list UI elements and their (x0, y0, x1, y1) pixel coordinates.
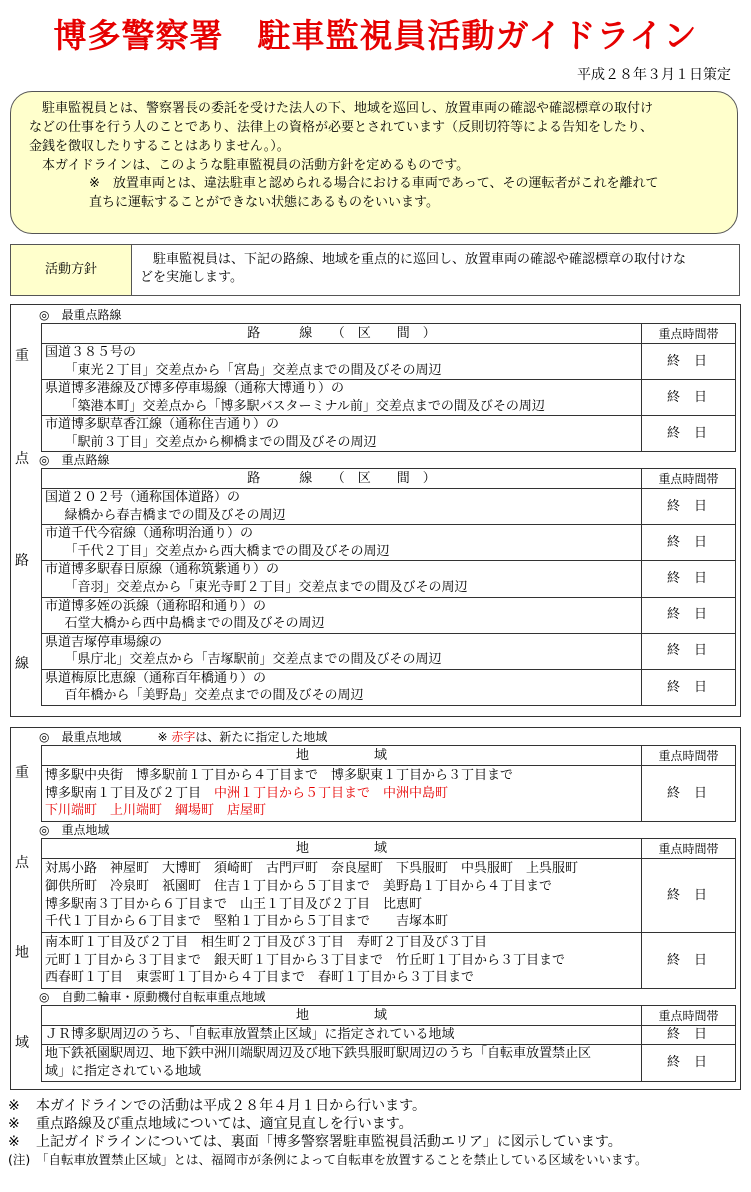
time-cell: 終日 (642, 766, 736, 822)
table-row (42, 380, 736, 416)
side-char: 路 (15, 553, 29, 570)
time-cell: 終日 (642, 416, 736, 452)
route-section: 石堂大橋から西中島橋までの間及びその周辺 (64, 616, 325, 632)
route-name: 市道博多姪の浜線（通称昭和通り）の (45, 598, 267, 614)
side-char: 重 (15, 347, 29, 364)
note-text: 本ガイドラインでの活動は平成２８年４月１日から行います。 (36, 1098, 427, 1114)
column-header: 路 線 （ 区 間 ） (42, 324, 642, 344)
table-row (42, 489, 736, 525)
note-mark: ※ (8, 1134, 20, 1150)
column-header: 重点時間帯 (642, 324, 736, 344)
footer-note (8, 1097, 748, 1115)
time-cell: 終日 (642, 344, 736, 380)
time-cell: 終日 (642, 669, 736, 705)
route-section: 「音羽」交差点から「東光寺町２丁目」交差点までの間及びその周辺 (64, 580, 468, 596)
area-line: 南本町１丁目及び２丁目 相生町２丁目及び３丁目 寿町２丁目及び３丁目 (45, 935, 488, 951)
table-row (42, 1026, 736, 1045)
note-text: 重点路線及び重点地域については、適宜見直しを行います。 (36, 1116, 413, 1132)
column-header: 地 域 (42, 746, 642, 766)
note-mark: ※ (8, 1116, 20, 1132)
side-char: 線 (15, 656, 29, 673)
table-header (42, 469, 736, 489)
area-line: 元町１丁目から３丁目まで 銀天町１丁目から３丁目まで 竹丘町１丁目から３丁目まで (45, 952, 566, 968)
note-mark: ※ (8, 1098, 20, 1114)
area-line: 博多駅中央街 博多駅前１丁目から４丁目まで 博多駅東１丁目から３丁目まで (45, 768, 514, 784)
activity-policy (10, 244, 740, 296)
area-line: 御供所町 冷泉町 祇園町 住吉１丁目から５丁目まで 美野島１丁目から４丁目まで (45, 878, 553, 894)
bicycle-areas-table (41, 1005, 736, 1082)
area-line: ＪＲ博多駅周辺のうち、「自転車放置禁止区域」に指定されている地域 (45, 1027, 455, 1043)
area-line: 千代１丁目から６丁目まで 堅粕１丁目から５丁目まで 吉塚本町 (45, 914, 449, 930)
route-section: 百年橋から「美野島」交差点までの間及びその周辺 (64, 688, 364, 704)
section-title-text: ◎ 最重点地域 (39, 730, 122, 744)
time-cell: 終日 (642, 380, 736, 416)
section-title: ◎ 重点地域 (39, 823, 110, 837)
note-mark: ※ (157, 730, 168, 744)
route-name: 国道２０２号（通称国体道路）の (45, 490, 241, 506)
column-header: 重点時間帯 (642, 469, 736, 489)
route-section: 「東光２丁目」交差点から「宮島」交差点までの間及びその周辺 (64, 362, 442, 378)
route-section: 「築港本町」交差点から「博多駅バスターミナル前」交差点までの間及びその周辺 (64, 398, 545, 414)
side-char: 点 (15, 450, 29, 467)
table-row (42, 633, 736, 669)
table-row (42, 561, 736, 597)
table-header (42, 1006, 736, 1026)
table-row (42, 1045, 736, 1082)
table-row (42, 933, 736, 989)
top-routes-table (41, 323, 736, 452)
intro-note: ※ 放置車両とは、違法駐車と認められる場合における車両であって、その運転者がこれを離れて (89, 176, 659, 192)
area-line: 対馬小路 神屋町 大博町 須崎町 古門戸町 奈良屋町 下呉服町 中呉服町 上呉服町 (45, 861, 579, 877)
route-name: 市道千代今宿線（通称明治通り）の (45, 526, 254, 542)
table-header (42, 839, 736, 859)
intro-text: などの仕事を行う人のことであり、法律上の資格が必要とされています（反則切符等による告知をしたり、 (29, 119, 654, 135)
note-text: は、新たに指定した地域 (195, 730, 328, 744)
policy-text-line: 駐車監視員は、下記の路線、地域を重点的に巡回し、放置車両の確認や確認標章の取付けな (153, 252, 687, 267)
table-row (42, 669, 736, 705)
area-line: 地下鉄祇園駅周辺、地下鉄中洲川端駅周辺及び地下鉄呉服町駅周辺のうち「自転車放置禁止区 (45, 1046, 592, 1062)
route-section: 「千代２丁目」交差点から西大橋までの間及びその周辺 (64, 543, 390, 559)
established-date: 平成２８年３月１日策定 (577, 67, 731, 83)
column-header: 重点時間帯 (642, 746, 736, 766)
intro-text: 駐車監視員とは、警察署長の委託を受けた法人の下、地域を巡回し、放置車両の確認や確認標章の取付け (42, 101, 654, 116)
table-header (42, 746, 736, 766)
route-section: 「県庁北」交差点から「吉塚駅前」交差点までの間及びその周辺 (64, 652, 442, 668)
area-line-new: 下川端町 上川端町 綱場町 店屋町 (45, 803, 267, 819)
column-header: 地 域 (42, 1006, 642, 1026)
column-header: 路 線 （ 区 間 ） (42, 469, 642, 489)
time-cell: 終日 (642, 525, 736, 561)
section-title: ◎ 最重点路線 (39, 308, 122, 322)
footer-note (8, 1151, 748, 1169)
table-header (42, 324, 736, 344)
column-header: 重点時間帯 (642, 839, 736, 859)
time-cell: 終日 (642, 633, 736, 669)
policy-text (132, 245, 739, 295)
time-cell: 終日 (642, 1045, 736, 1082)
policy-text-line: どを実施します。 (140, 269, 243, 285)
top-areas-table (41, 745, 736, 822)
area-line-new: 中洲１丁目から５丁目まで 中洲中島町 (201, 785, 449, 801)
priority-areas-block (10, 727, 741, 1090)
intro-note: 直ちに運転することができない状態にあるものをいいます。 (89, 195, 439, 211)
table-row (42, 416, 736, 452)
intro-text: 金銭を徴収したりすることはありません。）。 (29, 138, 290, 154)
table-row (42, 525, 736, 561)
side-char: 重 (15, 764, 29, 781)
section-title: ◎ 重点路線 (39, 453, 110, 468)
time-cell: 終日 (642, 933, 736, 989)
side-char: 点 (15, 854, 29, 871)
priority-routes-table (41, 468, 736, 706)
priority-areas-table (41, 838, 736, 989)
route-name: 県道博多港線及び博多停車場線（通称大博通り）の (45, 381, 345, 397)
route-section: 緑橋から春吉橋までの間及びその周辺 (64, 507, 286, 523)
route-section: 「駅前３丁目」交差点から柳橋までの間及びその周辺 (64, 434, 377, 450)
time-cell: 終日 (642, 597, 736, 633)
note-text: 「自転車放置禁止区域」とは、福岡市が条例によって自転車を放置することを禁止している区域をいいます。 (36, 1152, 648, 1167)
section-title (39, 729, 734, 745)
route-name: 市道博多駅春日原線（通称筑紫通り）の (45, 562, 280, 578)
priority-routes-block (10, 304, 741, 717)
note-text: 上記ガイドラインについては、裏面「博多警察署駐車監視員活動エリア」に図示しています。 (36, 1134, 622, 1150)
time-cell: 終日 (642, 489, 736, 525)
page-title: 博多警察署 駐車監視員活動ガイドライン (53, 16, 698, 55)
area-line: 博多駅南３丁目から６丁目まで 山王１丁目及び２丁目 比恵町 (45, 896, 423, 912)
table-row (42, 766, 736, 822)
route-name: 市道博多駅草香江線（通称住吉通り）の (45, 417, 280, 433)
note-red-text: 赤字 (171, 730, 196, 744)
area-line: 博多駅南１丁目及び２丁目 (45, 785, 202, 801)
area-line: 西春町１丁目 東雲町１丁目から４丁目まで 春町１丁目から３丁目まで (45, 970, 475, 986)
table-row (42, 597, 736, 633)
table-row (42, 859, 736, 933)
side-char: 地 (15, 945, 29, 962)
side-char: 域 (15, 1035, 29, 1052)
route-name: 県道梅原比恵線（通称百年橋通り）の (45, 670, 267, 686)
table-row (42, 344, 736, 380)
route-name: 国道３８５号の (45, 345, 137, 360)
policy-label: 活動方針 (11, 245, 132, 295)
note-mark: (注) (8, 1152, 31, 1167)
column-header: 地 域 (42, 839, 642, 859)
intro-box (10, 91, 738, 234)
area-line: 域」に指定されている地域 (45, 1064, 202, 1079)
intro-text: 本ガイドラインは、このような駐車監視員の活動方針を定めるものです。 (42, 157, 470, 173)
footer-note (8, 1133, 748, 1151)
areas-side-label (11, 728, 33, 1089)
routes-side-label (11, 305, 33, 716)
time-cell: 終日 (642, 859, 736, 933)
route-name: 県道吉塚停車場線の (45, 634, 163, 650)
footer-note (8, 1115, 748, 1133)
footer-notes (8, 1097, 748, 1169)
section-title: ◎ 自動二輪車・原動機付自転車重点地域 (39, 990, 266, 1004)
column-header: 重点時間帯 (642, 1006, 736, 1026)
time-cell: 終日 (642, 561, 736, 597)
time-cell: 終日 (642, 1026, 736, 1045)
